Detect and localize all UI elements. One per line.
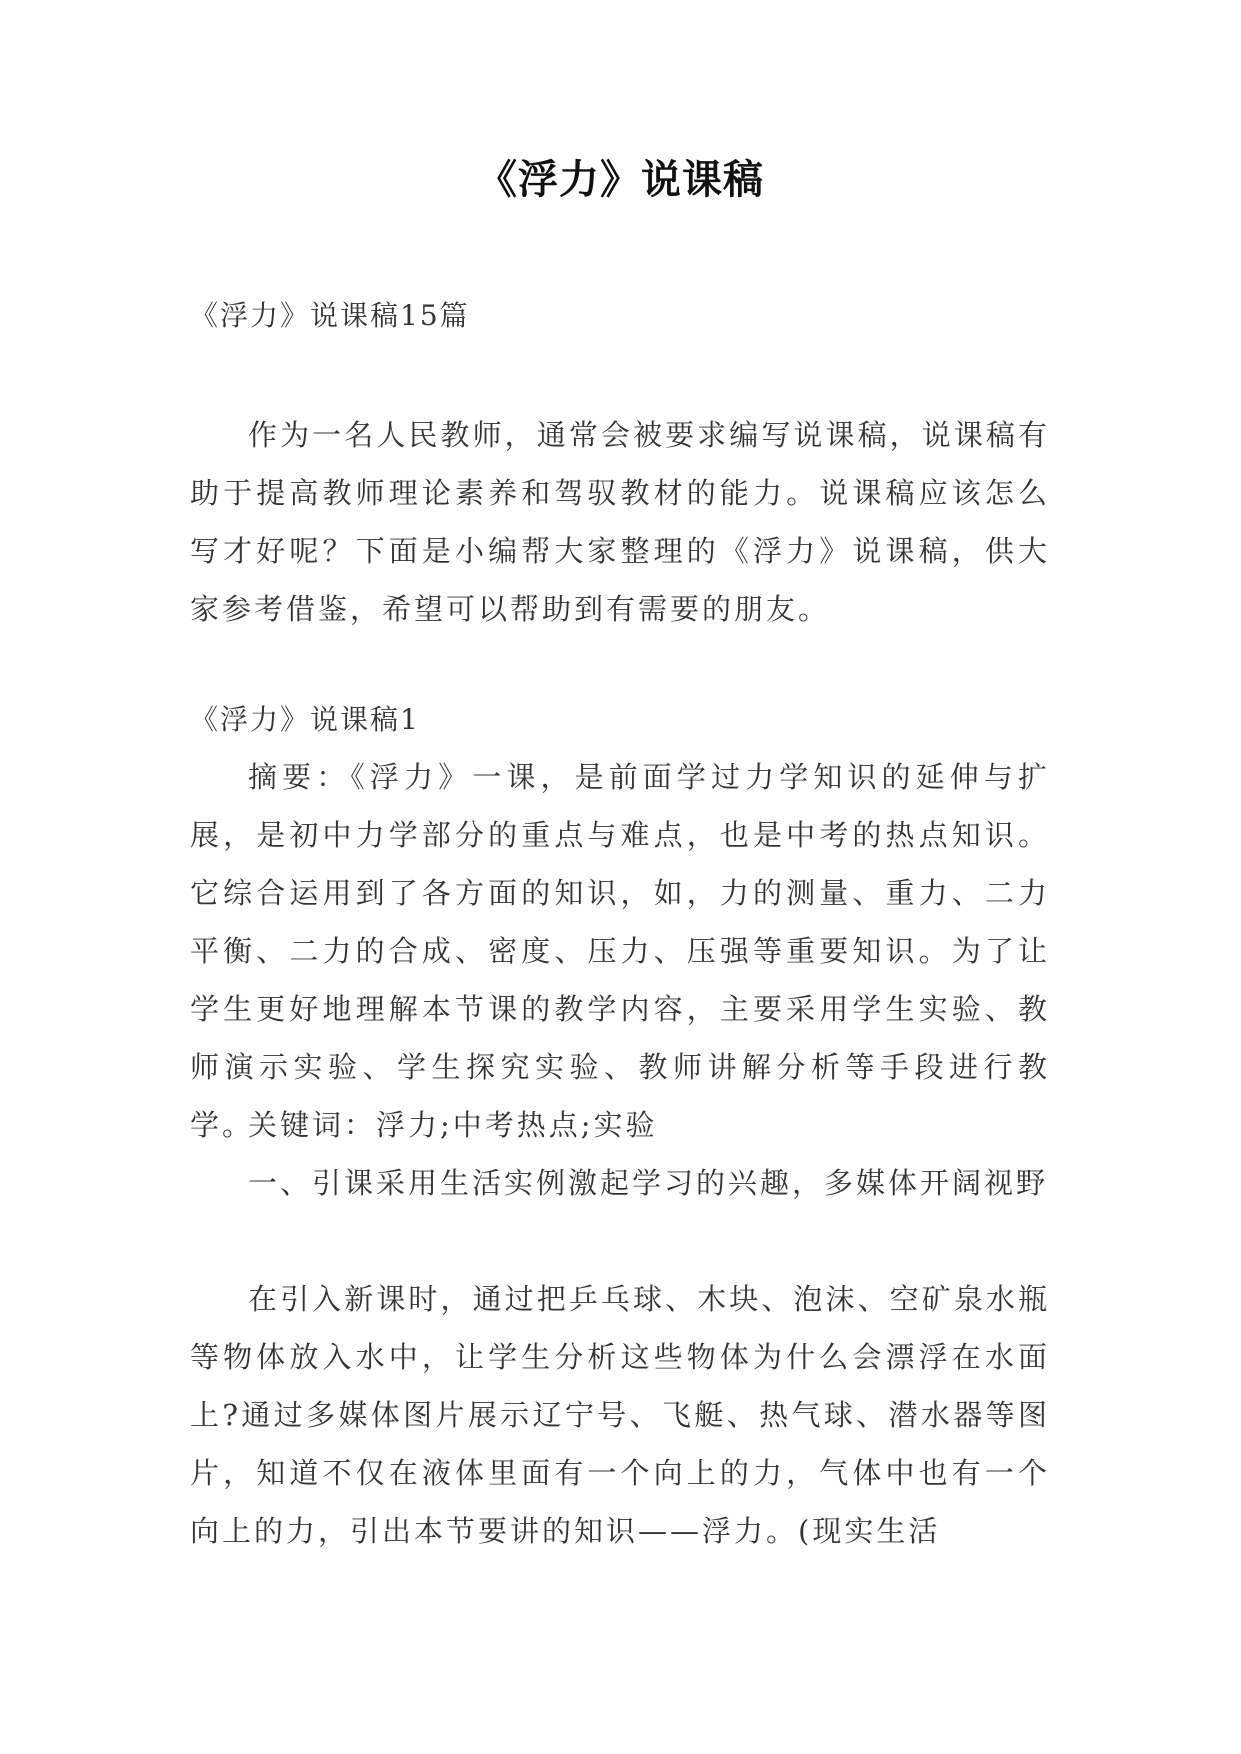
section-heading: 《浮力》说课稿1 xyxy=(190,703,420,736)
document-subtitle: 《浮力》说课稿15篇 xyxy=(190,299,470,332)
part1-heading: 一、引课采用生活实例激起学习的兴趣，多媒体开阔视野 xyxy=(248,1166,1049,1200)
document-title: 《浮力》说课稿 xyxy=(477,157,764,203)
keywords-paragraph: 关键词：浮力;中考热点;实验 xyxy=(248,1108,658,1142)
intro-paragraph: 作为一名人民教师，通常会被要求编写说课稿，说课稿有助于提高教师理论素养和驾驭教材的能力。说课稿应该怎么写才好呢？下面是小编帮大家整理的《浮力》说课稿，供大家参考借鉴，希望可以帮助到有需要的朋友。 xyxy=(190,418,1050,626)
part1-body-paragraph: 在引入新课时，通过把乒乓球、木块、泡沫、空矿泉水瓶等物体放入水中，让学生分析这些物体为什么会漂浮在水面上?通过多媒体图片展示辽宁号、飞艇、热气球、潜水器等图片，知道不仅在液体里面有一个向上的力，气体中也有一个向上的力，引出本节要讲的知识——浮力。(现实生活 xyxy=(190,1282,1050,1548)
abstract-paragraph: 摘要：《浮力》一课，是前面学过力学知识的延伸与扩展，是初中力学部分的重点与难点，也是中考的热点知识。它综合运用到了各方面的知识，如，力的测量、重力、二力平衡、二力的合成、密度、压力、压强等重要知识。为了让学生更好地理解本节课的教学内容，主要采用学生实验、教师演示实验、学生探究实验、教师讲解分析等手段进行教学。 xyxy=(190,760,1050,1142)
